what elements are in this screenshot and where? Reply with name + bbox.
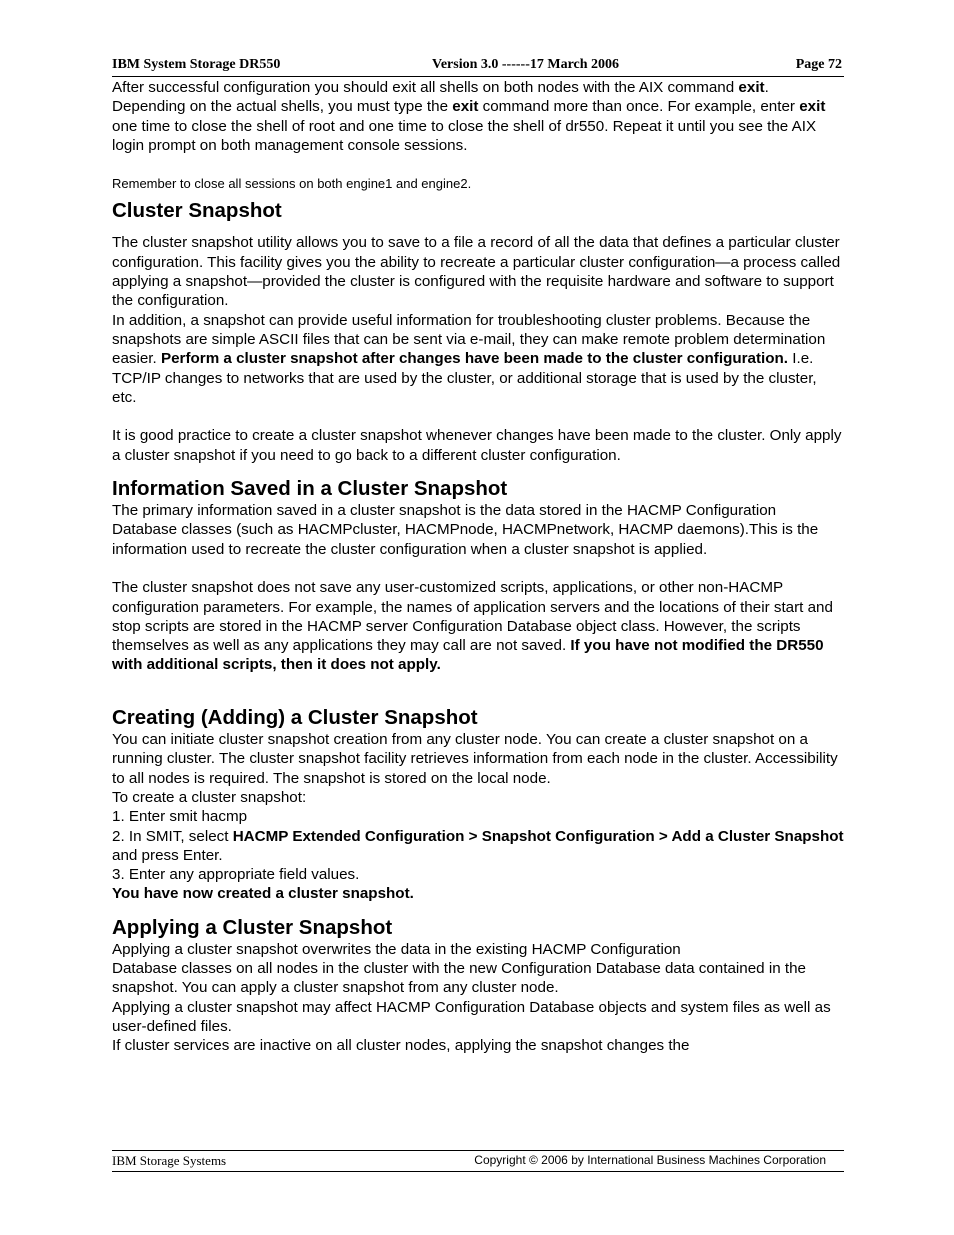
paragraph: It is good practice to create a cluster snapshot whenever changes have been made to the cluster. Only apply a cluster snapshot if you need to go back to a different cluster configuration. xyxy=(112,427,842,464)
paragraph: Applying a cluster snapshot overwrites the data in the existing HACMP Configuration xyxy=(112,940,681,958)
list-item: 2. In SMIT, select HACMP Extended Configuration > Snapshot Configuration > Add a Cluster Snapshot and press Enter. xyxy=(112,827,844,864)
paragraph: In addition, a snapshot can provide useful information for troubleshooting cluster problems. Because the snapshots are simple ASCII files that can be sent via e-mail, they can make remote problem determination easier. Perform a cluster snapshot after changes have been made to the cluster configuration. I.e. TCP/IP changes to networks that are used by the cluster, or additional storage that is used by the cluster, etc. xyxy=(112,311,826,406)
header-version: Version 3.0 ------17 March 2006 xyxy=(432,57,620,72)
paragraph: Applying a cluster snapshot may affect HACMP Configuration Database objects and system files as well as user-defined files. xyxy=(112,998,831,1035)
paragraph: The primary information saved in a cluster snapshot is the data stored in the HACMP Configuration Database classes (such as HACMPcluster, HACMPnode, HACMPnetwork, HACMP daemons).This is the information used to recreate the cluster configuration when a cluster snapshot is applied. xyxy=(112,502,819,558)
list-item: 1. Enter smit hacmp xyxy=(112,808,248,826)
footer-copyright: Copyright © 2006 by International Business Machines Corporation xyxy=(474,1153,826,1167)
section-title-applying-snapshot: Applying a Cluster Snapshot xyxy=(112,915,393,939)
paragraph: Database classes on all nodes in the cluster with the new Configuration Database data contained in the snapshot. You can apply a cluster snapshot from any cluster node. xyxy=(112,959,806,997)
header-product: IBM System Storage DR550 xyxy=(112,57,281,72)
section-title-information-saved: Information Saved in a Cluster Snapshot xyxy=(112,477,508,501)
paragraph: To create a cluster snapshot: xyxy=(112,788,307,806)
paragraph: You can initiate cluster snapshot creation from any cluster node. You can create a cluster snapshot on a running cluster. The cluster snapshot facility retrieves information from each node in the cluster. Accessibility to all nodes is required. The snapshot is stored on the local node. xyxy=(112,731,838,787)
intro-paragraph: After successful configuration you should exit all shells on both nodes with the AIX command exit. Depending on the actual shells, you must type the exit command more than once. For example, enter exit one time to close the shell of root and one time to close the shell of dr550. Repeat it until you see the AIX login prompt on both management console sessions. xyxy=(112,79,826,154)
page-header xyxy=(112,57,844,77)
section-title-cluster-snapshot: Cluster Snapshot xyxy=(112,199,282,223)
page-footer xyxy=(112,1150,844,1172)
paragraph: If cluster services are inactive on all cluster nodes, applying the snapshot changes the xyxy=(112,1037,690,1055)
paragraph: You have now created a cluster snapshot. xyxy=(112,885,414,903)
paragraph: The cluster snapshot utility allows you to save to a file a record of all the data that defines a particular cluster configuration. This facility gives you the ability to recreate a particular cluster configuration—a process called applying a snapshot—provided the cluster is configured with the requisite hardware and software to support the configuration. xyxy=(112,234,841,310)
section-title-creating-snapshot: Creating (Adding) a Cluster Snapshot xyxy=(112,706,478,730)
page-body xyxy=(112,78,844,1055)
list-item: 3. Enter any appropriate field values. xyxy=(112,866,360,884)
header-page-number: Page 72 xyxy=(795,57,842,72)
footer-company: IBM Storage Systems xyxy=(112,1153,227,1168)
paragraph: The cluster snapshot does not save any user-customized scripts, applications, or other non-HACMP configuration parameters. For example, the names of application servers and the locations of their start and stop scripts are stored in the HACMP server Configuration Database object class. However, the scripts themselves as well as any applications they may call are not saved. If you have not modified the DR550 with additional scripts, then it does not apply. xyxy=(112,579,833,674)
intro-reminder: Remember to close all sessions on both engine1 and engine2. xyxy=(112,176,472,192)
